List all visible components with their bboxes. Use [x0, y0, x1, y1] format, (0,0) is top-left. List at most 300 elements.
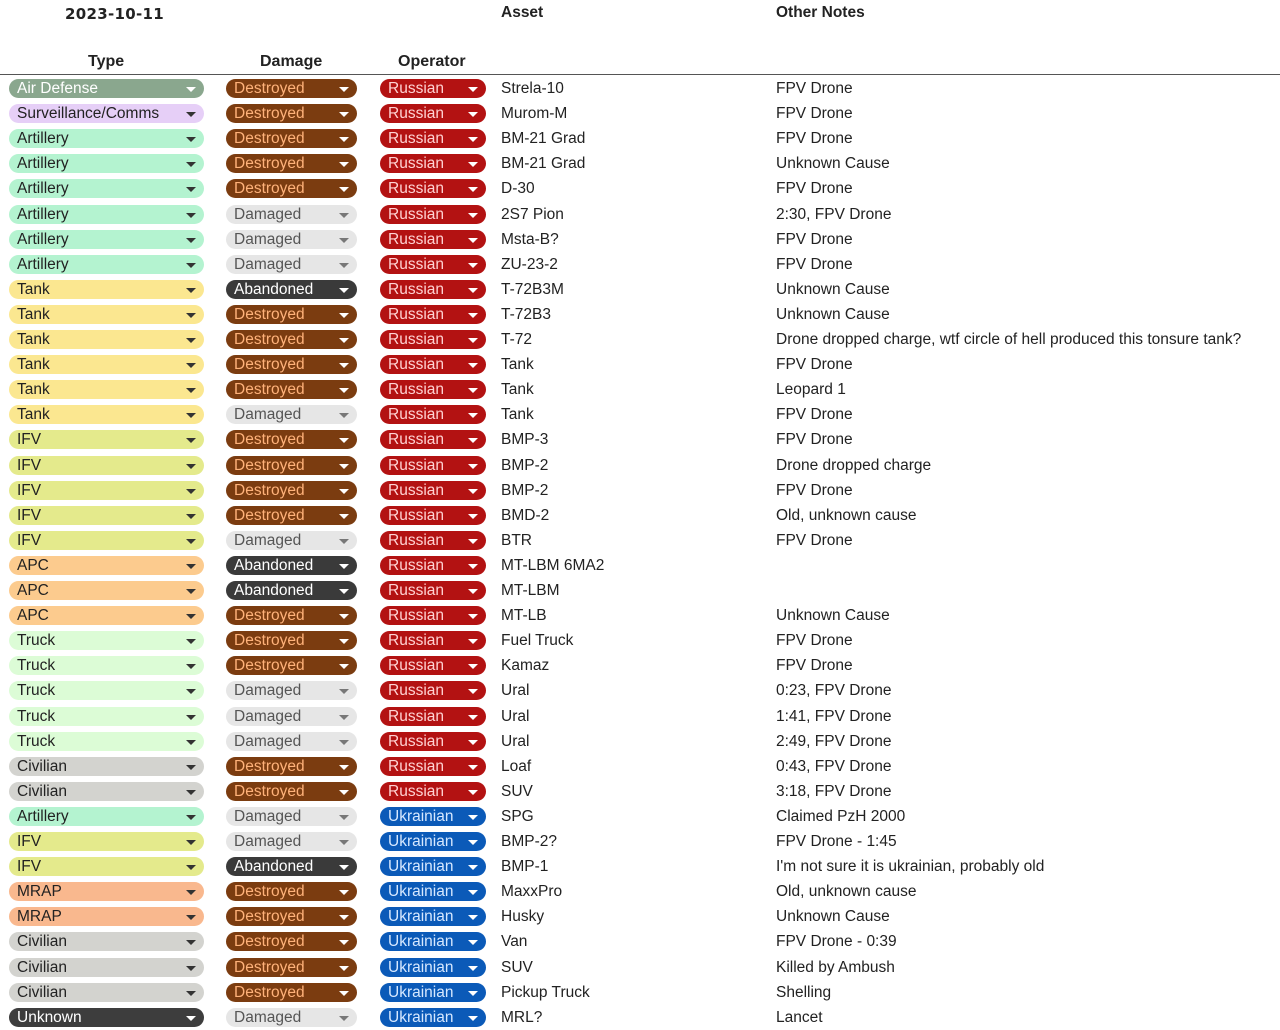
- type-select-value: Civilian: [17, 983, 67, 1001]
- damage-select[interactable]: [226, 456, 357, 475]
- type-select[interactable]: [9, 255, 204, 274]
- type-select-value: Artillery: [17, 255, 69, 273]
- notes-cell[interactable]: FPV Drone: [776, 105, 853, 123]
- dropdown-arrow-icon: [339, 87, 349, 92]
- type-select[interactable]: [9, 430, 204, 449]
- type-select-value: Truck: [17, 682, 56, 700]
- asset-cell[interactable]: T-72: [501, 331, 533, 348]
- notes-cell[interactable]: FPV Drone: [776, 657, 853, 675]
- asset-cell[interactable]: BM-21 Grad: [501, 155, 586, 173]
- dropdown-arrow-icon: [186, 313, 196, 318]
- operator-select[interactable]: [380, 481, 486, 500]
- table-row: [0, 478, 1280, 503]
- notes-cell[interactable]: Unknown Cause: [776, 607, 890, 625]
- table-row: [0, 327, 1280, 352]
- asset-cell[interactable]: MaxxPro: [501, 883, 563, 901]
- operator-select[interactable]: [380, 456, 486, 475]
- dropdown-arrow-icon: [186, 840, 196, 845]
- asset-cell[interactable]: BTR: [501, 531, 532, 549]
- type-select[interactable]: [9, 832, 204, 851]
- type-select[interactable]: [9, 681, 204, 700]
- operator-select-value: Russian: [388, 782, 444, 800]
- asset-cell[interactable]: Fuel Truck: [501, 632, 574, 650]
- type-select[interactable]: [9, 380, 204, 399]
- type-select[interactable]: [9, 179, 204, 198]
- damage-select[interactable]: [226, 832, 357, 851]
- operator-select[interactable]: [380, 782, 486, 801]
- notes-cell[interactable]: I'm not sure it is ukrainian, probably old: [776, 858, 1045, 876]
- type-select[interactable]: [9, 882, 204, 901]
- damage-select[interactable]: [226, 656, 357, 675]
- asset-cell[interactable]: BMP-1: [501, 858, 549, 876]
- damage-select-value: Destroyed: [234, 757, 305, 775]
- operator-select[interactable]: [380, 255, 486, 274]
- operator-select[interactable]: [380, 230, 486, 249]
- damage-select-value: Destroyed: [234, 130, 305, 148]
- dropdown-arrow-icon: [339, 740, 349, 745]
- table-row: [0, 453, 1280, 478]
- notes-cell[interactable]: Unknown Cause: [776, 155, 890, 173]
- damage-select[interactable]: [226, 280, 357, 299]
- type-select[interactable]: [9, 456, 204, 475]
- operator-select-value: Russian: [388, 381, 444, 399]
- damage-select[interactable]: [226, 531, 357, 550]
- notes-cell[interactable]: Lancet: [776, 1008, 823, 1026]
- dropdown-arrow-icon: [468, 790, 478, 795]
- asset-cell[interactable]: ZU-23-2: [501, 255, 558, 273]
- asset-cell[interactable]: T-72B3M: [501, 280, 564, 298]
- asset-cell[interactable]: Strela-10: [501, 80, 564, 97]
- notes-cell[interactable]: FPV Drone - 1:45: [776, 833, 897, 850]
- operator-select[interactable]: [380, 857, 486, 876]
- operator-select[interactable]: [380, 355, 486, 374]
- dropdown-arrow-icon: [468, 464, 478, 469]
- type-select[interactable]: [9, 606, 204, 625]
- damage-select-value: Destroyed: [234, 908, 305, 926]
- dropdown-arrow-icon: [339, 639, 349, 644]
- dropdown-arrow-icon: [339, 1016, 349, 1021]
- operator-select-value: Russian: [388, 331, 444, 348]
- dropdown-arrow-icon: [468, 238, 478, 243]
- damage-select[interactable]: [226, 757, 357, 776]
- damage-select[interactable]: [226, 581, 357, 600]
- dropdown-arrow-icon: [468, 363, 478, 368]
- notes-cell[interactable]: 2:30, FPV Drone: [776, 205, 892, 223]
- dropdown-arrow-icon: [186, 464, 196, 469]
- damage-select-value: Destroyed: [234, 481, 305, 499]
- asset-cell[interactable]: BMP-2?: [501, 833, 557, 850]
- dropdown-arrow-icon: [186, 765, 196, 770]
- report-date: 2023-10-11: [65, 5, 164, 23]
- damage-select[interactable]: [226, 405, 357, 424]
- dropdown-arrow-icon: [339, 715, 349, 720]
- damage-select[interactable]: [226, 556, 357, 575]
- operator-select[interactable]: [380, 983, 486, 1002]
- type-select-value: Truck: [17, 732, 56, 750]
- table-row: [0, 704, 1280, 729]
- damage-select[interactable]: [226, 129, 357, 148]
- table-row: [0, 678, 1280, 703]
- notes-cell[interactable]: FPV Drone: [776, 356, 853, 374]
- notes-cell[interactable]: FPV Drone: [776, 406, 853, 424]
- asset-cell[interactable]: MRL?: [501, 1008, 543, 1026]
- operator-select[interactable]: [380, 707, 486, 726]
- asset-cell[interactable]: Pickup Truck: [501, 983, 590, 1001]
- operator-select[interactable]: [380, 1008, 486, 1027]
- notes-cell[interactable]: 3:18, FPV Drone: [776, 782, 892, 800]
- asset-cell[interactable]: MT-LBM: [501, 582, 560, 599]
- table-row: [0, 528, 1280, 553]
- type-select[interactable]: [9, 983, 204, 1002]
- type-select-value: Artillery: [17, 807, 69, 825]
- damage-select[interactable]: [226, 907, 357, 926]
- type-select-value: Unknown: [17, 1008, 82, 1026]
- asset-cell[interactable]: Husky: [501, 908, 545, 926]
- type-select[interactable]: [9, 405, 204, 424]
- damage-select-value: Destroyed: [234, 958, 305, 976]
- dropdown-arrow-icon: [468, 137, 478, 142]
- type-select[interactable]: [9, 330, 204, 349]
- operator-select[interactable]: [380, 556, 486, 575]
- dropdown-arrow-icon: [186, 162, 196, 167]
- damage-select[interactable]: [226, 857, 357, 876]
- column-header-notes: Other Notes: [776, 4, 865, 21]
- type-select[interactable]: [9, 355, 204, 374]
- asset-cell[interactable]: SUV: [501, 958, 533, 976]
- operator-select-value: Russian: [388, 607, 444, 625]
- notes-cell[interactable]: FPV Drone - 0:39: [776, 933, 897, 951]
- dropdown-arrow-icon: [186, 187, 196, 192]
- notes-cell[interactable]: Unknown Cause: [776, 280, 890, 298]
- notes-cell[interactable]: FPV Drone: [776, 431, 853, 449]
- notes-cell[interactable]: FPV Drone: [776, 632, 853, 650]
- type-select[interactable]: [9, 581, 204, 600]
- type-select[interactable]: [9, 631, 204, 650]
- dropdown-arrow-icon: [339, 689, 349, 694]
- dropdown-arrow-icon: [186, 137, 196, 142]
- operator-select[interactable]: [380, 330, 486, 349]
- notes-cell[interactable]: Killed by Ambush: [776, 958, 895, 976]
- operator-select[interactable]: [380, 104, 486, 123]
- dropdown-arrow-icon: [339, 589, 349, 594]
- type-select-value: Artillery: [17, 155, 69, 173]
- asset-cell[interactable]: BMP-2: [501, 456, 549, 474]
- table-row: [0, 151, 1280, 176]
- notes-cell[interactable]: 0:23, FPV Drone: [776, 682, 892, 700]
- damage-select[interactable]: [226, 430, 357, 449]
- notes-cell[interactable]: FPV Drone: [776, 130, 853, 148]
- asset-cell[interactable]: SUV: [501, 782, 533, 800]
- asset-cell[interactable]: 2S7 Pion: [501, 205, 564, 223]
- type-select[interactable]: [9, 807, 204, 826]
- table-row: [0, 980, 1280, 1005]
- operator-select[interactable]: [380, 179, 486, 198]
- type-select[interactable]: [9, 154, 204, 173]
- damage-select[interactable]: [226, 1008, 357, 1027]
- type-select[interactable]: [9, 907, 204, 926]
- operator-select-value: Russian: [388, 155, 444, 173]
- operator-select[interactable]: [380, 807, 486, 826]
- dropdown-arrow-icon: [468, 213, 478, 218]
- asset-cell[interactable]: Msta-B?: [501, 230, 559, 248]
- dropdown-arrow-icon: [186, 489, 196, 494]
- operator-select-value: Ukrainian: [388, 933, 454, 951]
- asset-cell[interactable]: BMD-2: [501, 506, 550, 524]
- operator-select[interactable]: [380, 531, 486, 550]
- operator-select[interactable]: [380, 606, 486, 625]
- damage-select[interactable]: [226, 230, 357, 249]
- asset-cell[interactable]: D-30: [501, 180, 535, 198]
- damage-select-value: Destroyed: [234, 506, 305, 524]
- table-row: [0, 377, 1280, 402]
- operator-select[interactable]: [380, 129, 486, 148]
- type-select[interactable]: [9, 104, 204, 123]
- operator-select[interactable]: [380, 205, 486, 224]
- dropdown-arrow-icon: [468, 1016, 478, 1021]
- type-select[interactable]: [9, 506, 204, 525]
- asset-cell[interactable]: T-72B3: [501, 305, 551, 323]
- operator-select[interactable]: [380, 305, 486, 324]
- operator-select[interactable]: [380, 380, 486, 399]
- asset-cell[interactable]: BMP-2: [501, 481, 549, 499]
- notes-cell[interactable]: Shelling: [776, 983, 832, 1001]
- damage-select[interactable]: [226, 330, 357, 349]
- type-select-value: Artillery: [17, 180, 69, 198]
- damage-select[interactable]: [226, 255, 357, 274]
- asset-cell[interactable]: MT-LB: [501, 607, 547, 625]
- type-select[interactable]: [9, 230, 204, 249]
- dropdown-arrow-icon: [186, 940, 196, 945]
- operator-select[interactable]: [380, 832, 486, 851]
- asset-cell[interactable]: Loaf: [501, 757, 532, 775]
- damage-select[interactable]: [226, 983, 357, 1002]
- damage-select-value: Destroyed: [234, 155, 305, 173]
- asset-cell[interactable]: Tank: [501, 356, 534, 374]
- dropdown-arrow-icon: [468, 112, 478, 117]
- type-select-value: Air Defense: [17, 80, 98, 97]
- dropdown-arrow-icon: [468, 489, 478, 494]
- notes-cell[interactable]: 2:49, FPV Drone: [776, 732, 892, 750]
- damage-select[interactable]: [226, 782, 357, 801]
- operator-select[interactable]: [380, 280, 486, 299]
- asset-cell[interactable]: Tank: [501, 381, 534, 399]
- dropdown-arrow-icon: [468, 162, 478, 167]
- notes-cell[interactable]: 0:43, FPV Drone: [776, 757, 892, 775]
- type-select[interactable]: [9, 79, 204, 98]
- type-select[interactable]: [9, 129, 204, 148]
- dropdown-arrow-icon: [339, 187, 349, 192]
- notes-cell[interactable]: Old, unknown cause: [776, 506, 917, 524]
- type-select-value: APC: [17, 582, 49, 599]
- operator-select[interactable]: [380, 631, 486, 650]
- damage-select[interactable]: [226, 807, 357, 826]
- dropdown-arrow-icon: [186, 815, 196, 820]
- damage-select[interactable]: [226, 481, 357, 500]
- damage-select[interactable]: [226, 932, 357, 951]
- notes-cell[interactable]: Drone dropped charge, wtf circle of hell produced this tonsure tank?: [776, 331, 1242, 348]
- operator-select[interactable]: [380, 506, 486, 525]
- operator-select[interactable]: [380, 79, 486, 98]
- type-select[interactable]: [9, 556, 204, 575]
- asset-cell[interactable]: MT-LBM 6MA2: [501, 556, 605, 574]
- table-row: [0, 553, 1280, 578]
- damage-select[interactable]: [226, 506, 357, 525]
- operator-select-value: Ukrainian: [388, 908, 454, 926]
- type-select[interactable]: [9, 280, 204, 299]
- operator-select[interactable]: [380, 958, 486, 977]
- asset-cell[interactable]: BMP-3: [501, 431, 549, 449]
- asset-cell[interactable]: Ural: [501, 732, 530, 750]
- table-row: [0, 829, 1280, 854]
- dropdown-arrow-icon: [468, 991, 478, 996]
- asset-cell[interactable]: Ural: [501, 682, 530, 700]
- asset-cell[interactable]: SPG: [501, 807, 534, 825]
- type-select-value: Civilian: [17, 933, 67, 951]
- operator-select-value: Russian: [388, 205, 444, 223]
- damage-select[interactable]: [226, 179, 357, 198]
- asset-cell[interactable]: Ural: [501, 707, 530, 725]
- damage-select[interactable]: [226, 104, 357, 123]
- type-select-value: Tank: [17, 280, 50, 298]
- type-select[interactable]: [9, 1008, 204, 1027]
- damage-select-value: Damaged: [234, 682, 302, 700]
- dropdown-arrow-icon: [186, 238, 196, 243]
- operator-select[interactable]: [380, 757, 486, 776]
- operator-select[interactable]: [380, 581, 486, 600]
- table-row: [0, 955, 1280, 980]
- table-row: [0, 1005, 1280, 1030]
- type-select-value: Artillery: [17, 205, 69, 223]
- operator-select[interactable]: [380, 405, 486, 424]
- notes-cell[interactable]: Leopard 1: [776, 381, 846, 399]
- type-select[interactable]: [9, 707, 204, 726]
- operator-select[interactable]: [380, 681, 486, 700]
- type-select[interactable]: [9, 782, 204, 801]
- damage-select[interactable]: [226, 958, 357, 977]
- type-select[interactable]: [9, 958, 204, 977]
- type-select[interactable]: [9, 531, 204, 550]
- dropdown-arrow-icon: [186, 1016, 196, 1021]
- type-select-value: IFV: [17, 506, 42, 524]
- operator-select[interactable]: [380, 430, 486, 449]
- damage-select[interactable]: [226, 732, 357, 751]
- operator-select-value: Russian: [388, 130, 444, 148]
- dropdown-arrow-icon: [186, 564, 196, 569]
- notes-cell[interactable]: 1:41, FPV Drone: [776, 707, 892, 725]
- dropdown-arrow-icon: [339, 614, 349, 619]
- operator-select[interactable]: [380, 932, 486, 951]
- table-row: [0, 628, 1280, 653]
- notes-cell[interactable]: Unknown Cause: [776, 305, 890, 323]
- type-select[interactable]: [9, 305, 204, 324]
- type-select[interactable]: [9, 757, 204, 776]
- operator-select[interactable]: [380, 154, 486, 173]
- dropdown-arrow-icon: [468, 313, 478, 318]
- type-select[interactable]: [9, 656, 204, 675]
- asset-cell[interactable]: Kamaz: [501, 657, 550, 675]
- asset-cell[interactable]: Tank: [501, 406, 534, 424]
- dropdown-arrow-icon: [468, 815, 478, 820]
- type-select[interactable]: [9, 732, 204, 751]
- dropdown-arrow-icon: [339, 438, 349, 443]
- type-select[interactable]: [9, 205, 204, 224]
- operator-select-value: Russian: [388, 255, 444, 273]
- operator-select-value: Russian: [388, 556, 444, 574]
- asset-cell[interactable]: Van: [501, 933, 528, 951]
- dropdown-arrow-icon: [186, 213, 196, 218]
- dropdown-arrow-icon: [339, 313, 349, 318]
- dropdown-arrow-icon: [339, 991, 349, 996]
- damage-select[interactable]: [226, 606, 357, 625]
- dropdown-arrow-icon: [186, 338, 196, 343]
- operator-select-value: Russian: [388, 632, 444, 650]
- notes-cell[interactable]: FPV Drone: [776, 481, 853, 499]
- dropdown-arrow-icon: [339, 840, 349, 845]
- dropdown-arrow-icon: [339, 564, 349, 569]
- notes-cell[interactable]: FPV Drone: [776, 230, 853, 248]
- notes-cell[interactable]: FPV Drone: [776, 180, 853, 198]
- operator-select[interactable]: [380, 882, 486, 901]
- operator-select[interactable]: [380, 907, 486, 926]
- damage-select[interactable]: [226, 154, 357, 173]
- damage-select[interactable]: [226, 707, 357, 726]
- type-select-value: IFV: [17, 431, 42, 449]
- operator-select-value: Russian: [388, 305, 444, 323]
- notes-cell[interactable]: Unknown Cause: [776, 908, 890, 926]
- type-select[interactable]: [9, 481, 204, 500]
- operator-select-value: Russian: [388, 431, 444, 449]
- notes-cell[interactable]: FPV Drone: [776, 255, 853, 273]
- damage-select[interactable]: [226, 681, 357, 700]
- notes-cell[interactable]: FPV Drone: [776, 531, 853, 549]
- damage-select[interactable]: [226, 355, 357, 374]
- damage-select-value: Damaged: [234, 1008, 302, 1026]
- column-header-type: Type: [88, 53, 125, 70]
- damage-select-value: Damaged: [234, 406, 302, 424]
- type-select[interactable]: [9, 932, 204, 951]
- notes-cell[interactable]: FPV Drone: [776, 80, 853, 97]
- dropdown-arrow-icon: [468, 915, 478, 920]
- dropdown-arrow-icon: [468, 865, 478, 870]
- dropdown-arrow-icon: [186, 263, 196, 268]
- notes-cell[interactable]: Claimed PzH 2000: [776, 807, 906, 825]
- operator-select[interactable]: [380, 732, 486, 751]
- damage-select[interactable]: [226, 205, 357, 224]
- notes-cell[interactable]: Drone dropped charge: [776, 456, 932, 474]
- dropdown-arrow-icon: [468, 539, 478, 544]
- dropdown-arrow-icon: [339, 790, 349, 795]
- damage-select[interactable]: [226, 380, 357, 399]
- damage-select[interactable]: [226, 305, 357, 324]
- damage-select-value: Destroyed: [234, 782, 305, 800]
- damage-select[interactable]: [226, 882, 357, 901]
- type-select-value: IFV: [17, 833, 42, 850]
- dropdown-arrow-icon: [186, 865, 196, 870]
- dropdown-arrow-icon: [339, 263, 349, 268]
- asset-cell[interactable]: BM-21 Grad: [501, 130, 586, 148]
- operator-select-value: Ukrainian: [388, 883, 454, 901]
- damage-select[interactable]: [226, 631, 357, 650]
- asset-cell[interactable]: Murom-M: [501, 105, 568, 123]
- type-select[interactable]: [9, 857, 204, 876]
- notes-cell[interactable]: Old, unknown cause: [776, 883, 917, 901]
- dropdown-arrow-icon: [468, 514, 478, 519]
- operator-select[interactable]: [380, 656, 486, 675]
- dropdown-arrow-icon: [186, 112, 196, 117]
- damage-select[interactable]: [226, 79, 357, 98]
- type-select-value: Tank: [17, 406, 50, 424]
- dropdown-arrow-icon: [468, 940, 478, 945]
